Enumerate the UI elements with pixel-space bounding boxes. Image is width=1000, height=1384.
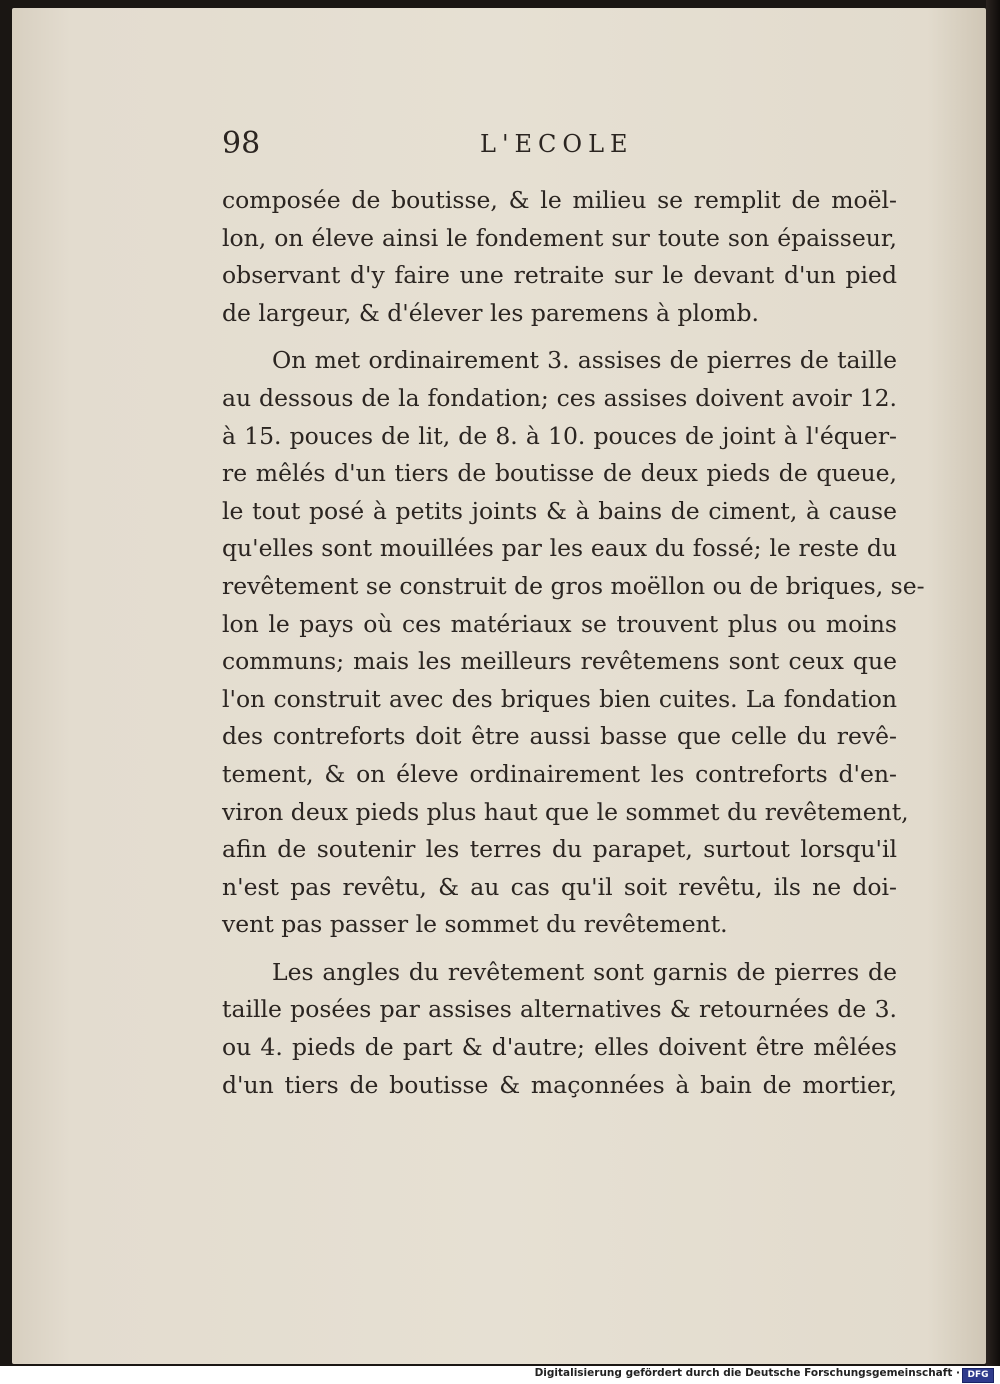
- text-line: lon, on éleve ainsi le fondement sur toute son épaisseur,: [222, 223, 897, 252]
- running-head: [222, 126, 900, 166]
- text-line: observant d'y faire une retraite sur le devant d'un pied: [222, 261, 897, 290]
- text-line: afin de soutenir les terres du parapet, surtout lorsqu'il: [222, 835, 897, 864]
- text-line: d'un tiers de boutisse & maçonnées à bain de mortier,: [222, 1070, 897, 1099]
- text-line: tement, & on éleve ordinairement les contreforts d'en-: [222, 759, 897, 788]
- text-line: communs; mais les meilleurs revêtemens sont ceux que: [222, 647, 897, 676]
- text-line: ou 4. pieds de part & d'autre; elles doivent être mêlées: [222, 1033, 897, 1062]
- running-title: L'ECOLE: [480, 130, 634, 158]
- text-line: des contreforts doit être aussi basse que celle du revê-: [222, 722, 897, 751]
- text-line: re mêlés d'un tiers de boutisse de deux pieds de queue,: [222, 459, 897, 488]
- dfg-logo[interactable]: DFG: [962, 1368, 994, 1383]
- text-line: de largeur, & d'élever les paremens à plomb.: [222, 298, 759, 327]
- text-line: Les angles du revêtement sont garnis de pierres de: [272, 957, 897, 986]
- text-line: composée de boutisse, & le milieu se remplit de moël-: [222, 186, 897, 214]
- text-line: viron deux pieds plus haut que le sommet du revêtement,: [222, 797, 909, 826]
- text-line: taille posées par assises alternatives & retournées de 3.: [222, 995, 897, 1024]
- paragraph-2: [222, 342, 925, 944]
- funding-credit: Digitalisierung gefördert durch die Deutsche Forschungsgemeinschaft ·: [534, 1367, 960, 1379]
- paragraph-3: [222, 954, 897, 1104]
- digitization-footer: [0, 1366, 1000, 1384]
- text-line: le tout posé à petits joints & à bains de ciment, à cause: [222, 496, 897, 525]
- text-line: vent pas passer le sommet du revêtement.: [222, 910, 728, 939]
- page-number: 98: [222, 126, 261, 161]
- body-text: [222, 182, 925, 1104]
- text-line: revêtement se construit de gros moëllon ou de briques, se-: [222, 571, 925, 600]
- text-line: au dessous de la fondation; ces assises doivent avoir 12.: [222, 383, 897, 412]
- text-line: n'est pas revêtu, & au cas qu'il soit revêtu, ils ne doi-: [222, 872, 897, 901]
- text-line: On met ordinairement 3. assises de pierres de taille: [272, 346, 897, 375]
- text-line: qu'elles sont mouillées par les eaux du fossé; le reste du: [222, 534, 897, 563]
- text-line: à 15. pouces de lit, de 8. à 10. pouces de joint à l'équer-: [222, 421, 897, 450]
- page-edge: [986, 0, 1000, 1366]
- text-line: l'on construit avec des briques bien cuites. La fondation: [222, 684, 897, 713]
- paragraph-1: [222, 182, 897, 332]
- text-line: lon le pays où ces matériaux se trouvent plus ou moins: [222, 609, 897, 638]
